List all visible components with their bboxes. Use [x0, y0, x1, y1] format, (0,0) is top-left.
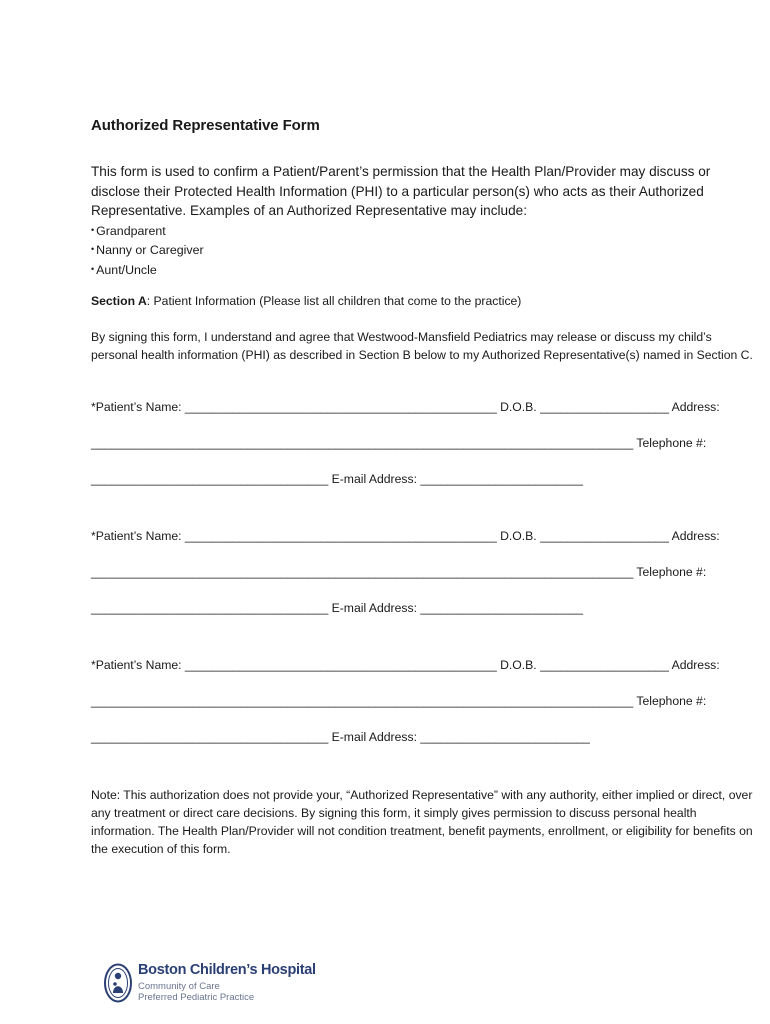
patient-email-line[interactable]: ___________________________________ E-mail Address: ________________________: [91, 601, 584, 615]
patient-name-dob-address-line[interactable]: *Patient’s Name: ______________________________________________ D.O.B. ___________________ Address:: [91, 400, 720, 414]
patient-address-telephone-line[interactable]: ________________________________________________________________________________ Telephone #:: [91, 565, 707, 579]
examples-list: [91, 221, 761, 280]
hospital-seal-icon: [104, 963, 132, 1003]
patient-email-line[interactable]: ___________________________________ E-mail Address: ________________________: [91, 472, 584, 486]
consent-paragraph: By signing this form, I understand and agree that Westwood-Mansfield Pediatrics may release or discuss my child’s personal health information (PHI) as described in Section B below to my Authorized Representative(s) named in Section C.: [91, 330, 753, 362]
hospital-logo: [104, 962, 334, 1007]
patient-name-dob-address-line[interactable]: *Patient’s Name: ______________________________________________ D.O.B. ___________________ Address:: [91, 529, 720, 543]
list-item: • Aunt/Uncle: [91, 260, 761, 280]
authorization-note: Note: This authorization does not provide your, “Authorized Representative” with any authority, either implied or direct, over any treatment or direct care decisions. By signing this form, it simply gives permission to discuss personal health information. The Health Plan/Provider will not condition treatment, benefit payments, enrollment, or eligibility for benefits on the execution of this form.: [91, 788, 753, 856]
logo-subtitle-line2: Preferred Pediatric Practice: [138, 992, 255, 1003]
patient-address-telephone-line[interactable]: ________________________________________________________________________________ Telephone #:: [91, 694, 707, 708]
logo-hospital-name: Boston Children’s Hospital: [138, 962, 316, 978]
intro-block: [91, 162, 761, 279]
logo-subtitle-line1: Community of Care: [138, 981, 220, 992]
patient-email-line[interactable]: ___________________________________ E-mail Address: _________________________: [91, 730, 590, 744]
patient-address-telephone-line[interactable]: ________________________________________________________________________________ Telephone #:: [91, 436, 707, 450]
form-title: Authorized Representative Form: [91, 117, 320, 134]
patient-name-dob-address-line[interactable]: *Patient’s Name: ______________________________________________ D.O.B. ___________________ Address:: [91, 658, 720, 672]
intro-paragraph: This form is used to confirm a Patient/Parent’s permission that the Health Plan/Provider may discuss or disclose their Protected Health Information (PHI) to a particular person(s) who acts as their Authorized Representative. Examples of an Authorized Representative may include:: [91, 164, 711, 218]
section-a-heading: [91, 292, 521, 310]
section-a-text: : Patient Information (Please list all children that come to the practice): [146, 294, 522, 308]
list-item: • Grandparent: [91, 221, 761, 241]
section-a-label: Section A: [91, 294, 147, 308]
list-item: • Nanny or Caregiver: [91, 240, 761, 260]
